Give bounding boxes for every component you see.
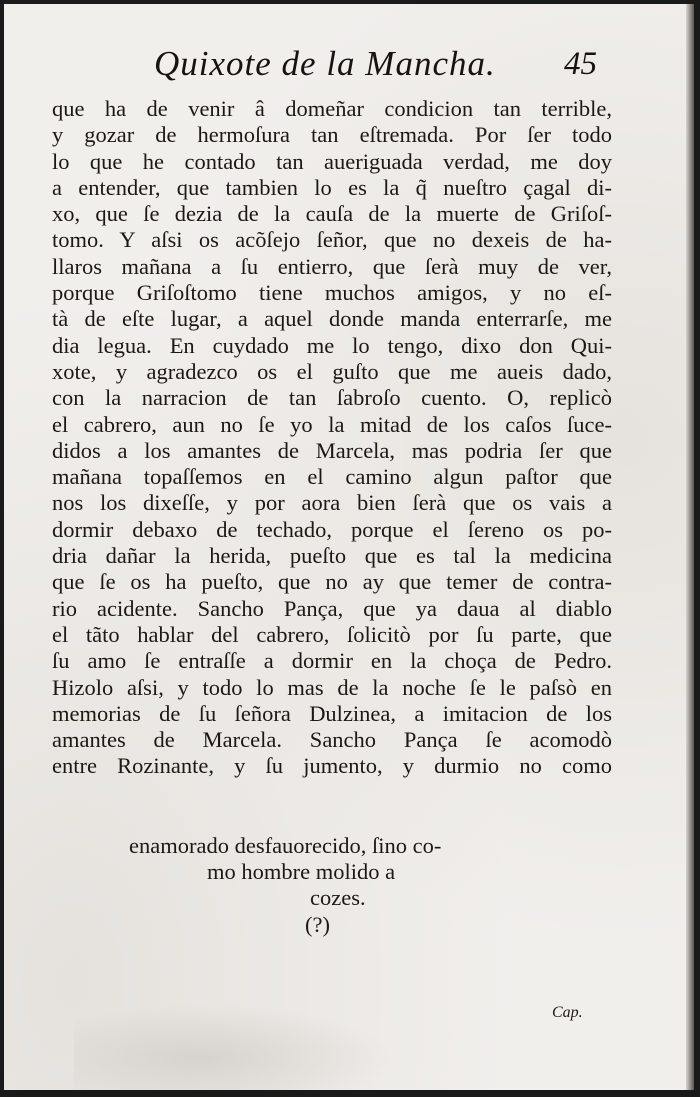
paper-stain xyxy=(74,1004,394,1090)
page-header xyxy=(4,44,694,94)
text-line: porque Griſoſtomo tiene muchos amigos, y no eſ- xyxy=(52,280,612,306)
tail-line: cozes. xyxy=(310,885,366,910)
text-line: a entender, que tambien lo es la q̃ nueſtro çagal di- xyxy=(52,174,612,200)
catchword: Cap. xyxy=(552,1004,583,1021)
tail-line: enamorado desfauorecido, ſino co- xyxy=(129,833,442,858)
text-line: memorias de ſu ſeñora Dulzinea, a imitacion de los xyxy=(52,700,612,726)
text-line: llaros mañana a ſu entierro, que ſerà muy de ver, xyxy=(52,253,612,279)
text-line: xo, que ſe dezia de la cauſa de la muerte de Griſoſ- xyxy=(52,201,612,227)
text-line: el cabrero, aun no ſe yo la mitad de los caſos ſuce- xyxy=(52,411,612,437)
text-line: dia legua. En cuydado me lo tengo, dixo don Qui- xyxy=(52,332,612,358)
text-line: mañana topaſſemos en el camino algun paſtor que xyxy=(52,464,612,490)
tail-line: (?) xyxy=(305,912,330,937)
page-number: 45 xyxy=(564,46,597,82)
text-line: amantes de Marcela. Sancho Pança ſe acomodò xyxy=(52,727,612,753)
text-line: didos a los amantes de Marcela, mas podria ſer que xyxy=(52,437,612,463)
text-line: nos los dixeſſe, y por aora bien ſerà que os vais a xyxy=(52,490,612,516)
text-line: rio acidente. Sancho Pança, que ya daua al diablo xyxy=(52,595,612,621)
running-title: Quixote de la Mancha. xyxy=(154,44,496,83)
text-line: tomo. Y aſsi os acõſejo ſeñor, que no dexeis de ha- xyxy=(52,227,612,253)
text-line: lo que he contado tan aueriguada verdad, me doy xyxy=(52,148,612,174)
text-line: que ſe os ha pueſto, que no ay que temer de contra- xyxy=(52,569,612,595)
text-line: el tãto hablar del cabrero, ſolicitò por ſu parte, que xyxy=(52,621,612,647)
text-line: dria dañar la herida, pueſto que es tal la medicina xyxy=(52,543,612,569)
text-line: y gozar de hermoſura tan eſtremada. Por ſer todo xyxy=(52,122,612,148)
text-line: entre Rozinante, y ſu jumento, y durmio no como xyxy=(52,753,612,779)
text-line: dormir debaxo de techado, porque el ſereno os po- xyxy=(52,516,612,542)
text-line: xote, y agradezco os el guſto que me aueis dado, xyxy=(52,358,612,384)
book-page xyxy=(4,4,694,1090)
tail-line: mo hombre molido a xyxy=(207,859,396,884)
text-line: Hizolo aſsi, y todo lo mas de la noche ſe le paſsò en xyxy=(52,674,612,700)
text-line: con la narracion de tan ſabroſo cuento. O, replicò xyxy=(52,385,612,411)
text-line: tà de eſte lugar, a aquel donde manda enterrarſe, me xyxy=(52,306,612,332)
text-line: ſu amo ſe entraſſe a dormir en la choça de Pedro. xyxy=(52,648,612,674)
body-text xyxy=(52,96,612,780)
text-line: que ha de venir â domeñar condicion tan terrible, xyxy=(52,96,612,121)
